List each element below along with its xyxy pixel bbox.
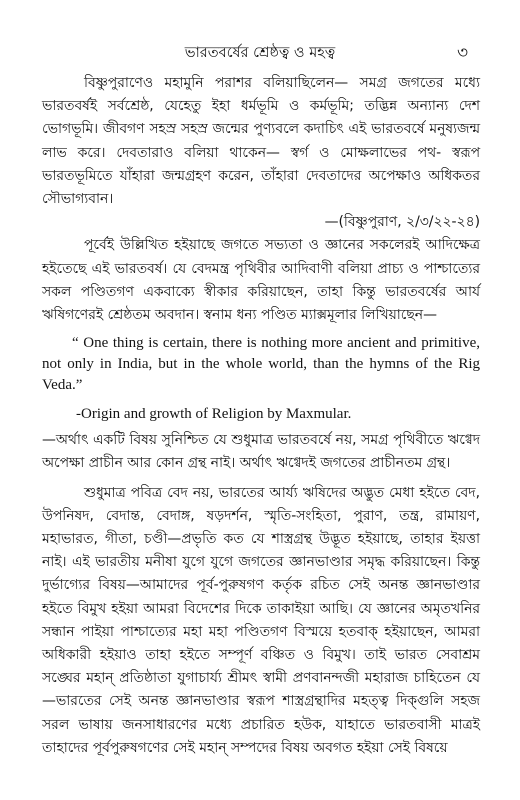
paragraph-shastra: শুধুমাত্র পবিত্র বেদ নয়, ভারতের আর্য্য ঋষিদের অদ্ভুত মেধা হইতে বেদ, উপনিষদ, বেদান্ত, বেদাঙ্গ, ষড়দর্শন, স্মৃতি-সংহিতা, পুরাণ, তন্ত্র, রামায়ণ, মহাভারত, গীতা, চণ্ডী—প্রভৃতি কত যে শাস্ত্রগ্রন্থ উদ্ভূত হইয়াছে, তাহার ইয়ত্তা নাই। এই ভারতীয় মনীষা যুগে যুগে জগতের জ্ঞানভাণ্ডার সমৃদ্ধ করিয়াছেন। কিন্তু দুর্ভাগ্যের বিষয়—আমাদের পূর্ব-পুরুষগণ কর্তৃক রচিত সেই অনন্ত জ্ঞানভাণ্ডার হইতে বিমুখ হইয়া আমরা বিদেশের দিকে তাকাইয়া আছি। যে জ্ঞানের অমৃতখনির সন্ধান পাইয়া পাশ্চাত্যের মহা মহা পণ্ডিতগণ বিস্ময়ে হতবাক্ হইয়াছেন, আমরা অধিকারী হইয়াও তাহা হইতে সম্পূর্ণ বঞ্চিত ও বিমুখ। তাই ভারত সেবাশ্রম সঙ্ঘের মহান্ প্রতিষ্ঠাতা যুগাচার্য্য শ্রীমৎ স্বামী প্রণবানন্দজী মহারাজ চাহিতেন যে—ভারতের সেই অনন্ত জ্ঞানভাণ্ডার স্বরূপ শাস্ত্রগ্রন্থাদির মহত্ত্ব দিক্গুলি সহজ সরল ভাষায় জনসাধারণের মধ্যে প্রচারিত হউক, যাহাতে ভারতবাসী মাত্রই তাহাদের পূর্বপুরুষগণের সেই মহান্ সম্পদের বিষয় অবগত হইয়া সেই বিষয়ে xyxy=(42,484,480,756)
english-quote-source: -Origin and growth of Religion by Maxmular. xyxy=(76,406,352,423)
running-header xyxy=(0,42,520,64)
english-quote-block xyxy=(42,333,480,425)
chapter-title: ভারতবর্ষের শ্রেষ্ঠত্ব ও মহত্ব xyxy=(184,45,336,61)
paragraph-vishnupurana: বিষ্ণুপুরাণেও মহামুনি পরাশর বলিয়াছিলেন— সমগ্র জগতের মধ্যে ভারতবর্ষই সর্বশ্রেষ্ঠ, যেহেতু ইহা ধর্মভূমি ও কর্মভূমি; তদ্ভিন্ন অন্যান্য দেশ ভোগভূমি। জীবগণ সহস্র সহস্র জন্মের পুণ্যবলে কদাচিৎ এই ভারতবর্ষে মনুষ্যজন্ম লাভ করে। দেবতারাও বলিয়া থাকেন— স্বর্গ ও মোক্ষলাভের পথ- স্বরূপ ভারতভূমিতে যাঁহারা জন্মগ্রহণ করেন, তাঁহারা দেবতাদের অপেক্ষাও অধিকতর সৌভাগ্যবান। xyxy=(42,75,480,208)
page-body xyxy=(42,72,480,760)
paragraph-translation: —অর্থাৎ একটি বিষয় সুনিশ্চিত যে শুধুমাত্র ভারতবর্ষে নয়, সমগ্র পৃথিবীতে ঋগ্বেদ অপেক্ষা প্রাচীন আর কোন গ্রন্থ নাই। অর্থাৎ ঋগ্বেদই জগতের প্রাচীনতম গ্রন্থ। xyxy=(42,432,480,472)
citation-vishnupurana: —(বিষ্ণুপুরাণ, ২/৩/২২-২৪) xyxy=(324,214,480,231)
english-quote: “ One thing is certain, there is nothing more ancient and primitive, not only in India, but in the whole world, than the hymns of the Rig Veda.” xyxy=(42,335,480,394)
paragraph-veda-origin: পূর্বেই উল্লিখিত হইয়াছে জগতে সভ্যতা ও জ্ঞানের সকলেরই আদিক্ষেত্র হইতেছে এই ভারতবর্ষ। যে বেদমন্ত্র পৃথিবীর আদিবাণী বলিয়া প্রাচ্য ও পাশ্চাত্যের সকল পণ্ডিতগণ একবাক্যে স্বীকার করিয়াছেন, তাহা কিন্তু ভারতবর্ষের আর্য ঋষিগণেরই শ্রেষ্ঠতম অবদান। স্বনাম ধন্য পণ্ডিত ম্যাক্সমূলার লিখিয়াছেন— xyxy=(42,237,480,324)
page-number: ৩ xyxy=(456,43,468,63)
